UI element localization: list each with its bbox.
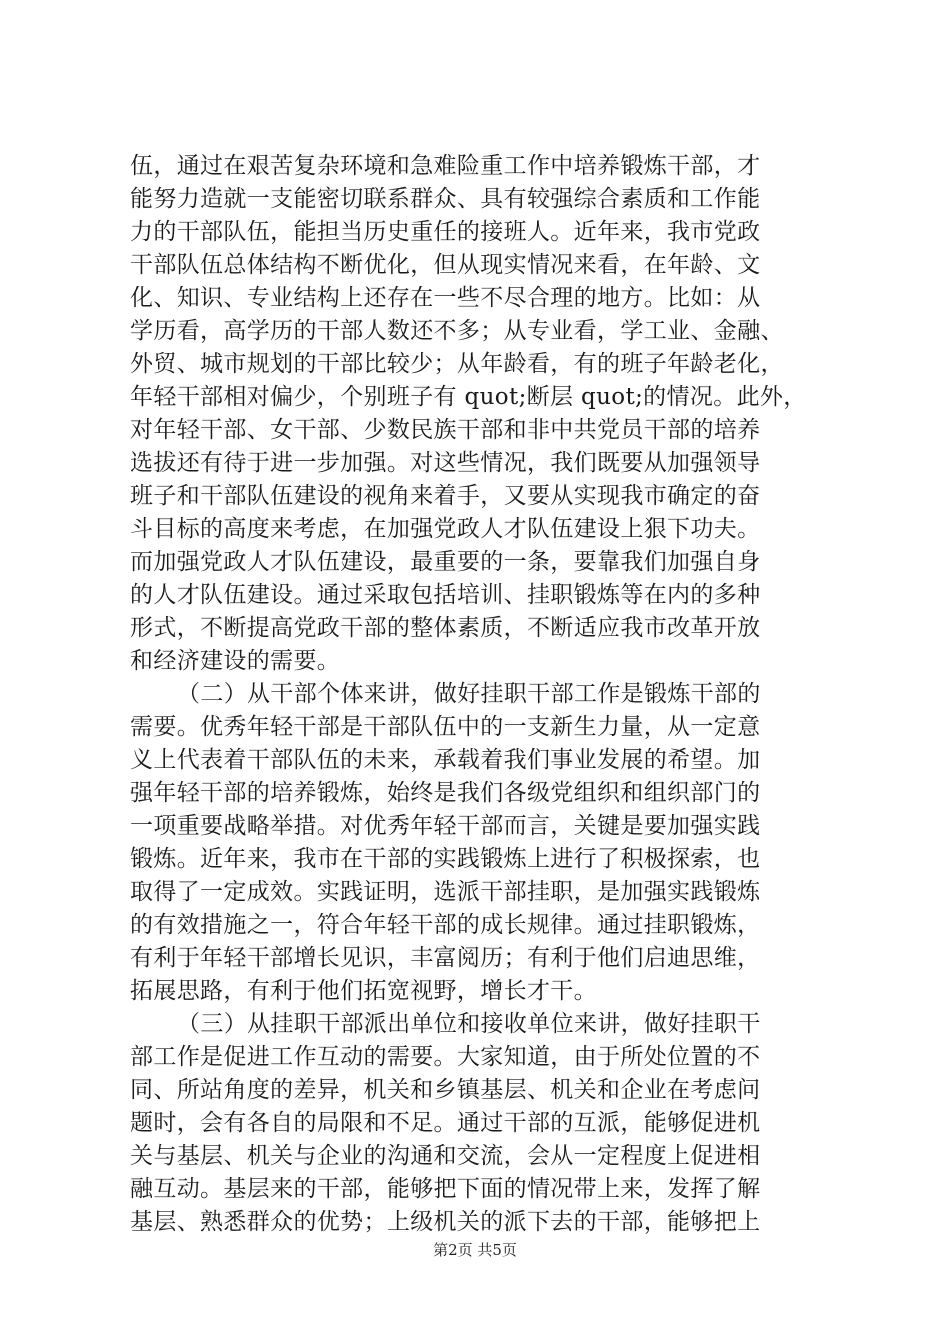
text-line: 一项重要战略举措。对优秀年轻干部而言，关键是要加强实践 (130, 813, 761, 839)
paragraph-start-line: （三）从挂职干部派出单位和接收单位来讲，做好挂职干 (177, 1011, 761, 1037)
text-line: 的人才队伍建设。通过采取包括培训、挂职锻炼等在内的多种 (130, 582, 761, 608)
text-line: 融互动。基层来的干部，能够把下面的情况带上来，发挥了解 (130, 1176, 761, 1202)
text-line: 能努力造就一支能密切联系群众、具有较强综合素质和工作能 (130, 186, 761, 212)
text-line: 年轻干部相对偏少，个别班子有 quot;断层 quot;的情况。此外， (130, 384, 807, 410)
text-line: 的有效措施之一，符合年轻干部的成长规律。通过挂职锻炼， (130, 912, 761, 938)
document-body (130, 150, 830, 1239)
text-line: 基层、熟悉群众的优势；上级机关的派下去的干部，能够把上 (130, 1209, 761, 1235)
paragraph-start-line: （二）从干部个体来讲，做好挂职干部工作是锻炼干部的 (177, 681, 761, 707)
text-line: 班子和干部队伍建设的视角来着手，又要从实现我市确定的奋 (130, 483, 761, 509)
text-line: 学历看，高学历的干部人数还不多；从专业看，学工业、金融、 (130, 318, 784, 344)
page-number-footer: 第2页 共5页 (433, 1241, 517, 1259)
text-line: 伍，通过在艰苦复杂环境和急难险重工作中培养锻炼干部，才 (130, 153, 761, 179)
text-line: 义上代表着干部队伍的未来，承载着我们事业发展的希望。加 (130, 747, 761, 773)
text-line: 有利于年轻干部增长见识，丰富阅历；有利于他们启迪思维， (130, 945, 761, 971)
text-line: 锻炼。近年来，我市在干部的实践锻炼上进行了积极探索，也 (130, 846, 761, 872)
text-line: 题时，会有各自的局限和不足。通过干部的互派，能够促进机 (130, 1110, 761, 1136)
text-line: 选拔还有待于进一步加强。对这些情况，我们既要从加强领导 (130, 450, 761, 476)
text-line: 力的干部队伍，能担当历史重任的接班人。近年来，我市党政 (130, 219, 761, 245)
text-line: 取得了一定成效。实践证明，选派干部挂职，是加强实践锻炼 (130, 879, 761, 905)
text-line: 形式，不断提高党政干部的整体素质，不断适应我市改革开放 (130, 615, 761, 641)
text-line: 部工作是促进工作互动的需要。大家知道，由于所处位置的不 (130, 1044, 761, 1070)
text-line: 干部队伍总体结构不断优化，但从现实情况来看，在年龄、文 (130, 252, 761, 278)
text-line: 斗目标的高度来考虑，在加强党政人才队伍建设上狠下功夫。 (130, 516, 761, 542)
text-line: 化、知识、专业结构上还存在一些不尽合理的地方。比如：从 (130, 285, 761, 311)
text-line: 同、所站角度的差异，机关和乡镇基层、机关和企业在考虑问 (130, 1077, 761, 1103)
text-line: 而加强党政人才队伍建设，最重要的一条，要靠我们加强自身 (130, 549, 761, 575)
text-line: 拓展思路，有利于他们拓宽视野，增长才干。 (130, 978, 597, 1004)
text-line: 需要。优秀年轻干部是干部队伍中的一支新生力量，从一定意 (130, 714, 761, 740)
text-line: 关与基层、机关与企业的沟通和交流，会从一定程度上促进相 (130, 1143, 761, 1169)
text-line: 对年轻干部、女干部、少数民族干部和非中共党员干部的培养 (130, 417, 761, 443)
text-line: 强年轻干部的培养锻炼，始终是我们各级党组织和组织部门的 (130, 780, 761, 806)
text-line: 外贸、城市规划的干部比较少；从年龄看，有的班子年龄老化， (130, 351, 784, 377)
text-line: 和经济建设的需要。 (130, 648, 341, 674)
